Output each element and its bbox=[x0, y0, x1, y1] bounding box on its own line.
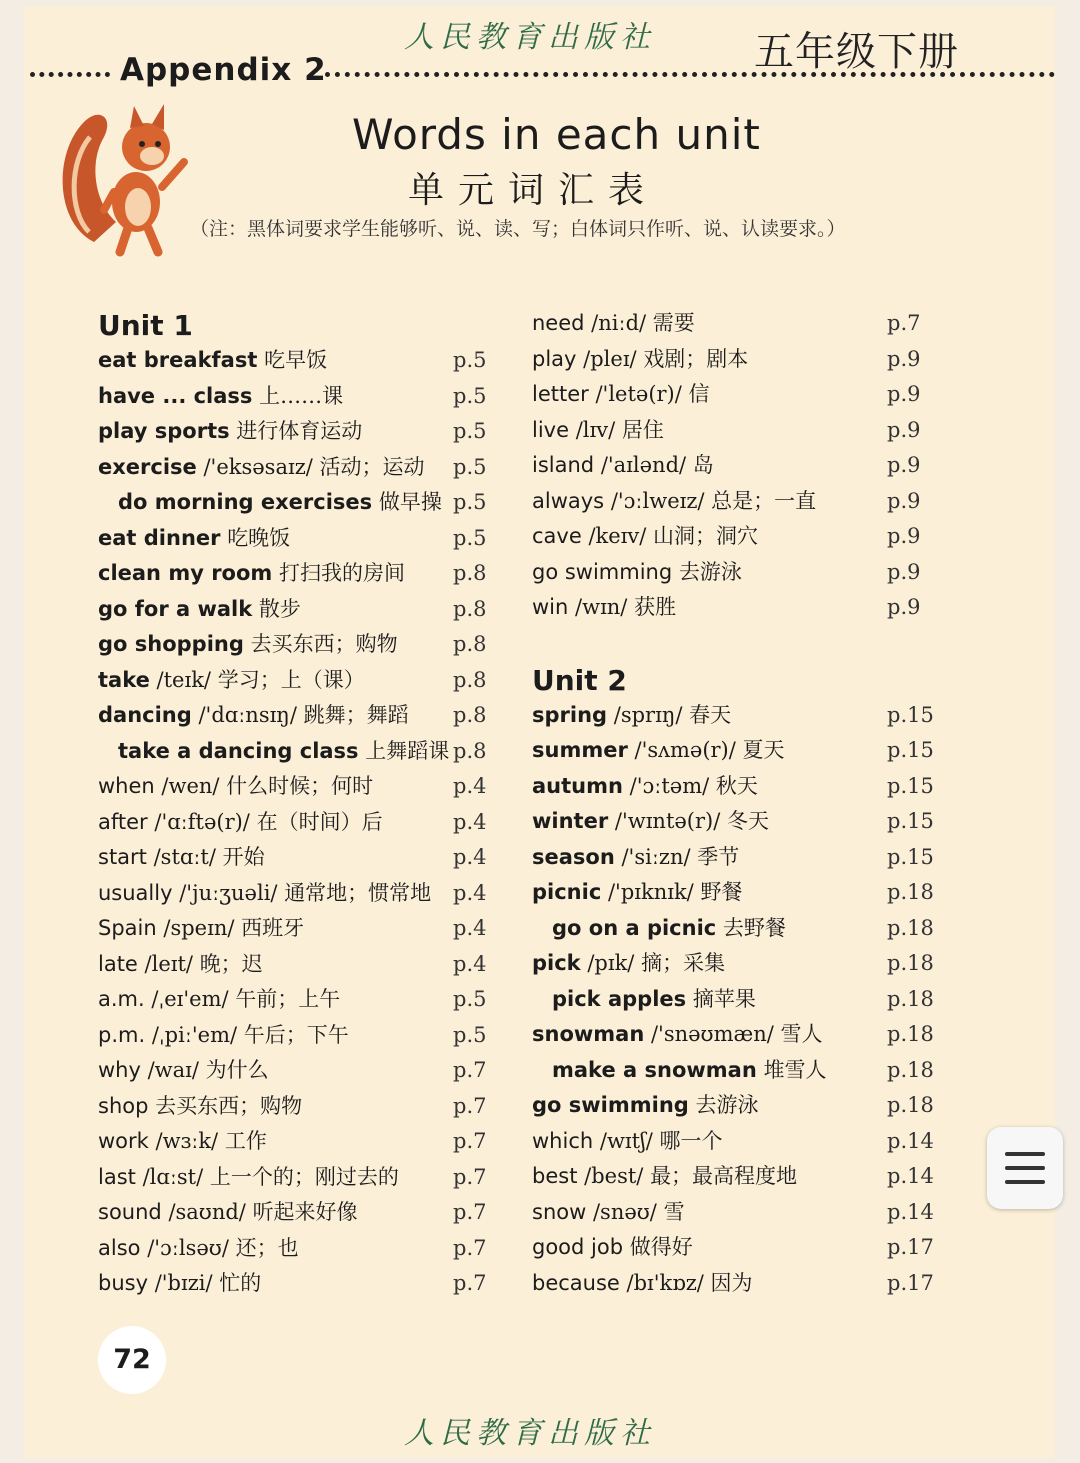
page-ref: p.7 bbox=[453, 1093, 487, 1118]
word-text: start bbox=[98, 845, 147, 869]
word-text: summer bbox=[532, 738, 628, 762]
page-number: 72 bbox=[98, 1326, 166, 1394]
word-entry bbox=[532, 1017, 942, 1053]
grade-label: 五年级下册 bbox=[754, 29, 959, 75]
word-entry bbox=[98, 1089, 498, 1125]
word-text: make a snowman bbox=[552, 1057, 757, 1082]
unit-2-word-list bbox=[532, 698, 942, 1302]
meaning-text: 居住 bbox=[621, 417, 664, 442]
page-ref: p.5 bbox=[453, 419, 487, 443]
word-entry bbox=[98, 1266, 498, 1302]
word-entry bbox=[532, 804, 942, 840]
word-text: last bbox=[98, 1164, 136, 1189]
unit-1-word-list bbox=[98, 343, 498, 1302]
word-text: clean my room bbox=[98, 561, 273, 585]
meaning-text: 听起来好像 bbox=[252, 1200, 358, 1224]
meaning-text: 散步 bbox=[258, 596, 301, 621]
meaning-text: 去买东西；购物 bbox=[250, 632, 398, 656]
word-text: dancing bbox=[98, 703, 192, 727]
title-english: Words in each unit bbox=[352, 110, 761, 159]
word-entry bbox=[98, 840, 498, 876]
word-entry bbox=[98, 450, 498, 486]
meaning-text: 进行体育运动 bbox=[236, 419, 363, 443]
meaning-text: 晚；迟 bbox=[199, 951, 263, 976]
word-entry bbox=[532, 555, 942, 591]
meaning-text: 山洞；洞穴 bbox=[653, 524, 759, 548]
word-entry bbox=[98, 1231, 498, 1267]
meaning-text: 戏剧；剧本 bbox=[643, 346, 749, 371]
meaning-text: 冬天 bbox=[727, 809, 769, 833]
phonetic-text: /'snəʊmæn/ bbox=[650, 1022, 774, 1046]
right-column bbox=[532, 306, 942, 1301]
page-ref: p.7 bbox=[453, 1164, 487, 1189]
phonetic-text: /waɪ/ bbox=[147, 1058, 199, 1082]
meaning-text: 获胜 bbox=[634, 595, 677, 619]
meaning-text: 去游泳 bbox=[695, 1093, 759, 1117]
word-text: go swimming bbox=[532, 1093, 689, 1117]
page-ref: p.5 bbox=[453, 1022, 487, 1047]
phonetic-text: /wɪtʃ/ bbox=[599, 1128, 653, 1153]
word-entry bbox=[532, 1124, 942, 1160]
word-entry bbox=[98, 521, 498, 557]
meaning-text: 做早操 bbox=[378, 490, 442, 514]
meaning-text: 季节 bbox=[697, 844, 740, 869]
word-text: island bbox=[532, 453, 595, 477]
word-entry bbox=[532, 1088, 942, 1124]
word-entry bbox=[532, 1266, 942, 1302]
unit-1-word-list-continued bbox=[532, 306, 942, 626]
word-text: why bbox=[98, 1058, 141, 1082]
word-entry bbox=[532, 519, 942, 555]
meaning-text: 夏天 bbox=[742, 738, 785, 762]
meaning-text: 最；最高程度地 bbox=[650, 1164, 798, 1188]
meaning-text: 忙的 bbox=[219, 1271, 262, 1295]
meaning-text: 为什么 bbox=[205, 1058, 269, 1082]
page-ref: p.14 bbox=[887, 1199, 934, 1224]
phonetic-text: /ˌeɪ'em/ bbox=[151, 987, 229, 1011]
word-entry bbox=[532, 1159, 942, 1195]
meaning-text: 秋天 bbox=[715, 773, 758, 798]
page-ref: p.15 bbox=[887, 702, 934, 727]
word-entry bbox=[98, 876, 498, 912]
meaning-text: 学习；上（课） bbox=[217, 667, 365, 692]
word-text: also bbox=[98, 1235, 141, 1260]
meaning-text: 上一个的；刚过去的 bbox=[209, 1164, 399, 1189]
meaning-text: 哪一个 bbox=[659, 1128, 723, 1153]
word-entry bbox=[98, 414, 498, 450]
word-text: play sports bbox=[98, 419, 230, 443]
phonetic-text: /stɑːt/ bbox=[153, 845, 216, 869]
meaning-text: 摘；采集 bbox=[641, 951, 726, 975]
word-text: eat dinner bbox=[98, 525, 221, 550]
word-text: do morning exercises bbox=[118, 490, 373, 514]
word-text: go for a walk bbox=[98, 596, 253, 621]
phonetic-text: /'aɪlənd/ bbox=[600, 453, 687, 477]
hamburger-icon-bar bbox=[1005, 1180, 1045, 1184]
meaning-text: 开始 bbox=[222, 845, 265, 869]
word-entry bbox=[532, 413, 942, 449]
meaning-text: 午前；上午 bbox=[235, 987, 341, 1011]
word-entry bbox=[532, 946, 942, 982]
phonetic-text: /'sʌmə(r)/ bbox=[634, 738, 736, 762]
page-ref: p.14 bbox=[887, 1128, 934, 1153]
phonetic-text: /speɪn/ bbox=[163, 916, 235, 940]
dotted-rule-left bbox=[30, 72, 110, 77]
page-ref: p.4 bbox=[453, 951, 487, 976]
meaning-text: 西班牙 bbox=[241, 916, 305, 940]
page-ref: p.4 bbox=[453, 774, 487, 798]
meaning-text: 吃早饭 bbox=[264, 348, 328, 372]
word-entry bbox=[532, 840, 942, 876]
word-entry bbox=[98, 947, 498, 983]
word-entry bbox=[532, 1195, 942, 1231]
left-column bbox=[98, 309, 498, 1302]
meaning-text: 雪人 bbox=[780, 1022, 823, 1046]
word-entry bbox=[98, 1018, 498, 1054]
phonetic-text: /bɪ'kɒz/ bbox=[626, 1270, 704, 1295]
word-text: exercise bbox=[98, 454, 197, 479]
meaning-text: 信 bbox=[688, 382, 710, 406]
meaning-text: 上……课 bbox=[259, 383, 344, 408]
page-ref: p.18 bbox=[887, 915, 934, 940]
word-text: picnic bbox=[532, 880, 602, 904]
word-text: cave bbox=[532, 524, 582, 548]
hamburger-icon-bar bbox=[1005, 1152, 1045, 1156]
phonetic-text: /'ɔːlsəʊ/ bbox=[147, 1235, 229, 1260]
hamburger-icon-bar bbox=[1005, 1166, 1045, 1170]
word-text: autumn bbox=[532, 773, 623, 798]
page-ref: p.5 bbox=[453, 383, 487, 408]
word-entry bbox=[532, 306, 942, 342]
phonetic-text: /teɪk/ bbox=[156, 667, 212, 692]
word-entry bbox=[98, 343, 498, 379]
phonetic-text: /leɪt/ bbox=[144, 951, 193, 976]
word-entry bbox=[532, 377, 942, 413]
meaning-text: 吃晚饭 bbox=[227, 525, 291, 550]
page-ref: p.18 bbox=[887, 1022, 934, 1046]
word-text: pick apples bbox=[552, 986, 687, 1011]
word-entry bbox=[532, 590, 942, 626]
meaning-text: 去野餐 bbox=[722, 915, 786, 940]
usage-note: （注：黑体词要求学生能够听、说、读、写；白体词只作听、说、认读要求。） bbox=[190, 218, 846, 240]
word-entry bbox=[532, 342, 942, 378]
page-ref: p.8 bbox=[453, 632, 487, 656]
word-text: live bbox=[532, 417, 570, 442]
word-text: go on a picnic bbox=[552, 915, 717, 940]
page-ref: p.4 bbox=[453, 845, 487, 869]
phonetic-text: /'wɪntə(r)/ bbox=[614, 809, 721, 833]
word-entry bbox=[98, 805, 498, 841]
word-entry bbox=[98, 982, 498, 1018]
unit-1-heading: Unit 1 bbox=[98, 309, 193, 342]
page-ref: p.9 bbox=[887, 488, 921, 513]
page-ref: p.7 bbox=[453, 1235, 487, 1260]
word-entry bbox=[98, 663, 498, 699]
page-ref: p.18 bbox=[887, 880, 934, 904]
meaning-text: 堆雪人 bbox=[763, 1057, 827, 1082]
page-ref: p.9 bbox=[887, 595, 921, 619]
word-text: when bbox=[98, 774, 155, 798]
word-entry bbox=[532, 982, 942, 1018]
dotted-rule-right bbox=[325, 72, 1055, 77]
phonetic-text: /wɪn/ bbox=[575, 595, 628, 619]
phonetic-text: /'letə(r)/ bbox=[595, 382, 682, 406]
page-ref: p.8 bbox=[453, 738, 487, 763]
word-entry bbox=[532, 448, 942, 484]
word-entry bbox=[98, 698, 498, 734]
page-ref: p.8 bbox=[453, 667, 487, 692]
word-entry bbox=[98, 592, 498, 628]
word-text: usually bbox=[98, 880, 173, 905]
meaning-text: 什么时候；何时 bbox=[226, 774, 374, 798]
word-text: spring bbox=[532, 702, 608, 727]
word-entry bbox=[98, 1195, 498, 1231]
page-ref: p.7 bbox=[453, 1271, 487, 1295]
page-ref: p.15 bbox=[887, 738, 934, 762]
word-entry bbox=[532, 1053, 942, 1089]
word-entry bbox=[532, 769, 942, 805]
word-text: go swimming bbox=[532, 559, 673, 584]
page-ref: p.9 bbox=[887, 559, 921, 584]
page-ref: p.5 bbox=[453, 454, 487, 479]
word-text: good job bbox=[532, 1235, 624, 1259]
meaning-text: 因为 bbox=[710, 1270, 753, 1295]
word-entry bbox=[532, 1230, 942, 1266]
word-entry bbox=[532, 698, 942, 734]
page-ref: p.15 bbox=[887, 809, 934, 833]
page-ref: p.14 bbox=[887, 1164, 934, 1188]
word-text: best bbox=[532, 1164, 578, 1188]
phonetic-text: /sprɪŋ/ bbox=[613, 702, 683, 727]
unit-2-heading: Unit 2 bbox=[532, 663, 627, 697]
word-text: which bbox=[532, 1128, 594, 1153]
word-text: have ... class bbox=[98, 383, 253, 408]
page-ref: p.4 bbox=[453, 809, 487, 834]
phonetic-text: /best/ bbox=[584, 1164, 644, 1188]
phonetic-text: /'pɪknɪk/ bbox=[607, 880, 694, 904]
phonetic-text: /'bɪzi/ bbox=[154, 1271, 213, 1295]
meaning-text: 春天 bbox=[689, 702, 732, 727]
page-ref: p.4 bbox=[453, 880, 487, 905]
phonetic-text: /niːd/ bbox=[591, 311, 647, 335]
page-ref: p.5 bbox=[453, 490, 487, 514]
page-ref: p.15 bbox=[887, 844, 934, 869]
meaning-text: 活动；运动 bbox=[319, 454, 425, 479]
page-ref: p.7 bbox=[453, 1200, 487, 1224]
word-entry bbox=[98, 1053, 498, 1089]
page-ref: p.17 bbox=[887, 1235, 934, 1259]
word-text: snow bbox=[532, 1199, 587, 1224]
word-text: take bbox=[98, 667, 150, 692]
page-ref: p.18 bbox=[887, 986, 934, 1011]
phonetic-text: /pleɪ/ bbox=[583, 346, 637, 371]
phonetic-text: /snəʊ/ bbox=[592, 1199, 657, 1224]
word-text: p.m. bbox=[98, 1022, 146, 1047]
word-entry bbox=[98, 769, 498, 805]
word-text: win bbox=[532, 595, 569, 619]
word-text: eat breakfast bbox=[98, 348, 258, 372]
meaning-text: 摘苹果 bbox=[692, 986, 756, 1011]
page-ref: p.7 bbox=[453, 1129, 487, 1153]
phonetic-text: /ˌpiː'em/ bbox=[151, 1022, 238, 1047]
phonetic-text: /'siːzn/ bbox=[621, 844, 691, 869]
word-text: play bbox=[532, 346, 577, 371]
word-entry bbox=[98, 911, 498, 947]
word-text: sound bbox=[98, 1200, 162, 1224]
word-text: work bbox=[98, 1129, 149, 1153]
word-entry bbox=[98, 627, 498, 663]
phonetic-text: /lɪv/ bbox=[575, 417, 616, 442]
meaning-text: 在（时间）后 bbox=[256, 809, 383, 834]
word-entry bbox=[98, 379, 498, 415]
page-ref: p.18 bbox=[887, 951, 934, 975]
page-ref: p.9 bbox=[887, 453, 921, 477]
page-ref: p.9 bbox=[887, 346, 921, 371]
word-text: snowman bbox=[532, 1022, 645, 1046]
phonetic-text: /'ɔːtəm/ bbox=[629, 773, 710, 798]
page-ref: p.8 bbox=[453, 703, 487, 727]
word-entry bbox=[532, 875, 942, 911]
word-text: pick bbox=[532, 951, 581, 975]
word-text: need bbox=[532, 311, 585, 335]
meaning-text: 去游泳 bbox=[678, 559, 742, 584]
title-chinese: 单元词汇表 bbox=[408, 170, 659, 211]
word-text: go shopping bbox=[98, 632, 244, 656]
meaning-text: 野餐 bbox=[700, 880, 743, 904]
page-ref: p.17 bbox=[887, 1270, 934, 1295]
publisher-logo-top: 人民教育出版社 bbox=[404, 20, 656, 55]
word-entry bbox=[98, 485, 498, 521]
menu-button[interactable] bbox=[987, 1127, 1063, 1209]
meaning-text: 通常地；惯常地 bbox=[284, 880, 432, 905]
meaning-text: 工作 bbox=[224, 1129, 267, 1153]
word-entry bbox=[532, 911, 942, 947]
word-text: letter bbox=[532, 382, 589, 406]
phonetic-text: /saʊnd/ bbox=[168, 1200, 246, 1224]
word-entry bbox=[98, 556, 498, 592]
page-ref: p.9 bbox=[887, 382, 921, 406]
word-entry bbox=[532, 484, 942, 520]
word-text: Spain bbox=[98, 916, 157, 940]
page-ref: p.18 bbox=[887, 1093, 934, 1117]
page-ref: p.4 bbox=[453, 916, 487, 940]
phonetic-text: /'ɑːftə(r)/ bbox=[154, 809, 250, 834]
word-text: shop bbox=[98, 1093, 149, 1118]
phonetic-text: /'juːʒuəli/ bbox=[179, 880, 278, 905]
word-text: because bbox=[532, 1270, 620, 1295]
phonetic-text: /wen/ bbox=[161, 774, 220, 798]
word-entry bbox=[98, 1160, 498, 1196]
meaning-text: 需要 bbox=[652, 311, 695, 335]
page-ref: p.7 bbox=[453, 1058, 487, 1082]
squirrel-illustration bbox=[54, 92, 204, 262]
appendix-title: Appendix 2 bbox=[120, 52, 327, 88]
page-ref: p.9 bbox=[887, 524, 921, 548]
phonetic-text: /'ɔːlweɪz/ bbox=[610, 488, 705, 513]
page-ref: p.5 bbox=[453, 525, 487, 550]
word-text: season bbox=[532, 844, 615, 869]
meaning-text: 总是；一直 bbox=[711, 488, 817, 513]
word-entry bbox=[98, 734, 498, 770]
word-entry bbox=[98, 1124, 498, 1160]
page-ref: p.8 bbox=[453, 561, 487, 585]
word-text: busy bbox=[98, 1271, 149, 1295]
word-text: after bbox=[98, 809, 148, 834]
phonetic-text: /lɑːst/ bbox=[142, 1164, 204, 1189]
phonetic-text: /'dɑːnsɪŋ/ bbox=[198, 703, 297, 727]
page-ref: p.15 bbox=[887, 773, 934, 798]
meaning-text: 午后；下午 bbox=[243, 1022, 349, 1047]
word-text: take a dancing class bbox=[118, 738, 359, 763]
publisher-logo-bottom: 人民教育出版社 bbox=[404, 1416, 656, 1451]
meaning-text: 打扫我的房间 bbox=[278, 561, 405, 585]
word-entry bbox=[532, 733, 942, 769]
phonetic-text: /pɪk/ bbox=[587, 951, 635, 975]
page-ref: p.5 bbox=[453, 987, 487, 1011]
phonetic-text: /keɪv/ bbox=[588, 524, 647, 548]
meaning-text: 上舞蹈课 bbox=[365, 738, 450, 763]
meaning-text: 去买东西；购物 bbox=[155, 1093, 303, 1118]
meaning-text: 雪 bbox=[663, 1199, 685, 1224]
page-ref: p.18 bbox=[887, 1057, 934, 1082]
phonetic-text: /wɜːk/ bbox=[155, 1129, 219, 1153]
page-ref: p.9 bbox=[887, 417, 921, 442]
word-text: a.m. bbox=[98, 987, 145, 1011]
meaning-text: 跳舞；舞蹈 bbox=[303, 703, 409, 727]
page-ref: p.7 bbox=[887, 311, 921, 335]
phonetic-text: /'eksəsaɪz/ bbox=[203, 454, 313, 479]
page-ref: p.5 bbox=[453, 348, 487, 372]
meaning-text: 做得好 bbox=[629, 1235, 693, 1259]
word-text: winter bbox=[532, 809, 609, 833]
word-text: late bbox=[98, 951, 138, 976]
meaning-text: 岛 bbox=[692, 453, 714, 477]
word-text: always bbox=[532, 488, 605, 513]
meaning-text: 还；也 bbox=[235, 1235, 299, 1260]
page-ref: p.8 bbox=[453, 596, 487, 621]
